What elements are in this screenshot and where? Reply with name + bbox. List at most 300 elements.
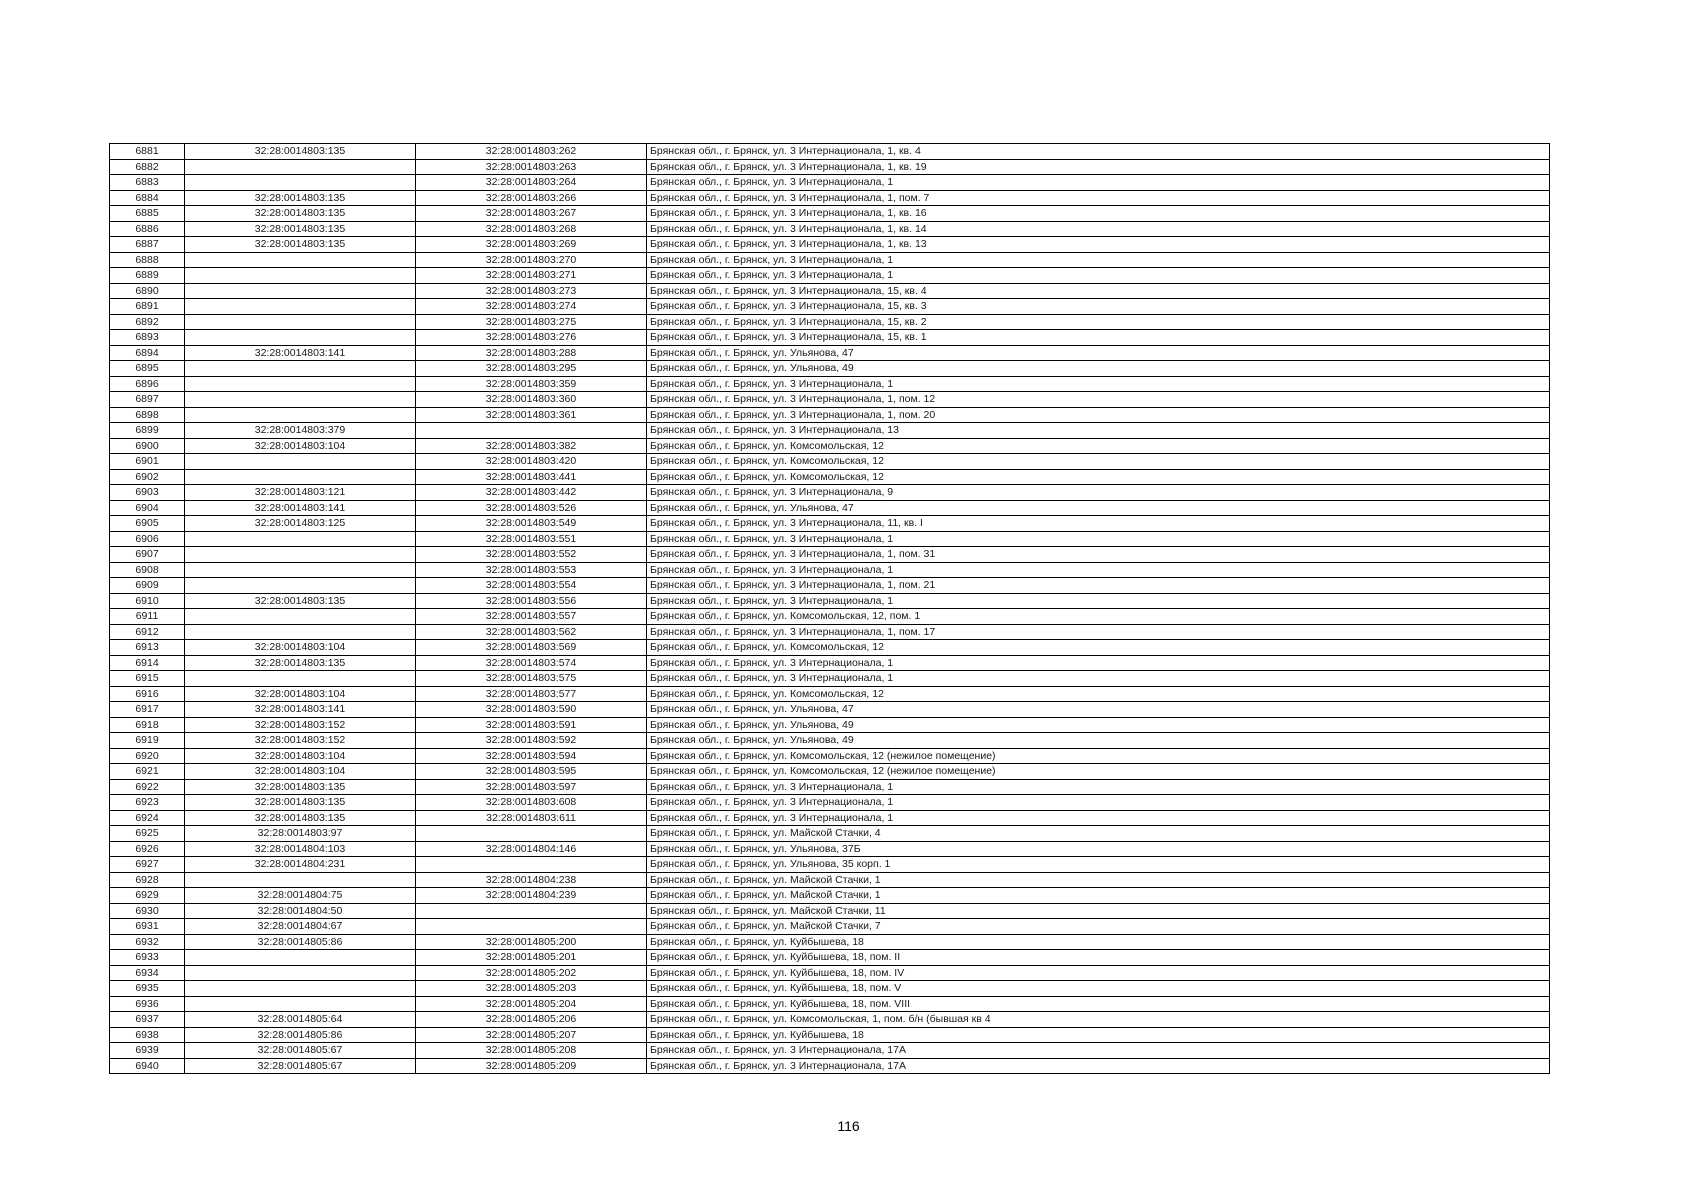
parent-cadastral-number-cell: 32:28:0014803:135 [185,190,416,206]
row-number-cell: 6894 [110,345,185,361]
parent-cadastral-number-cell [185,965,416,981]
address-cell: Брянская обл., г. Брянск, ул. Ульянова, 47 [647,702,1550,718]
table-row [110,950,1550,966]
parent-cadastral-number-cell: 32:28:0014805:67 [185,1058,416,1074]
cadastral-number-cell [416,919,647,935]
address-cell: Брянская обл., г. Брянск, ул. 3 Интернационала, 1, пом. 20 [647,407,1550,423]
address-cell: Брянская обл., г. Брянск, ул. Куйбышева, 18, пом. IV [647,965,1550,981]
address-cell: Брянская обл., г. Брянск, ул. Майской Стачки, 1 [647,872,1550,888]
parent-cadastral-number-cell [185,531,416,547]
parent-cadastral-number-cell [185,950,416,966]
cadastral-number-cell: 32:28:0014803:276 [416,330,647,346]
cadastral-number-cell: 32:28:0014803:275 [416,314,647,330]
table-row [110,609,1550,625]
cadastral-number-cell: 32:28:0014803:595 [416,764,647,780]
row-number-cell: 6899 [110,423,185,439]
table-row [110,702,1550,718]
address-cell: Брянская обл., г. Брянск, ул. 3 Интернационала, 13 [647,423,1550,439]
cadastral-number-cell: 32:28:0014803:551 [416,531,647,547]
row-number-cell: 6915 [110,671,185,687]
row-number-cell: 6882 [110,159,185,175]
row-number-cell: 6925 [110,826,185,842]
table-row [110,500,1550,516]
address-cell: Брянская обл., г. Брянск, ул. Комсомольская, 12 (нежилое помещение) [647,748,1550,764]
cadastral-number-cell: 32:28:0014803:262 [416,144,647,160]
row-number-cell: 6905 [110,516,185,532]
parent-cadastral-number-cell: 32:28:0014803:141 [185,702,416,718]
address-cell: Брянская обл., г. Брянск, ул. Майской Стачки, 11 [647,903,1550,919]
row-number-cell: 6897 [110,392,185,408]
parent-cadastral-number-cell [185,283,416,299]
table-row [110,330,1550,346]
row-number-cell: 6928 [110,872,185,888]
cadastral-number-cell: 32:28:0014803:577 [416,686,647,702]
cadastral-number-cell: 32:28:0014803:359 [416,376,647,392]
registry-table-body [110,144,1550,1074]
address-cell: Брянская обл., г. Брянск, ул. 3 Интернационала, 1 [647,175,1550,191]
row-number-cell: 6938 [110,1027,185,1043]
address-cell: Брянская обл., г. Брянск, ул. Комсомольская, 12 [647,454,1550,470]
row-number-cell: 6920 [110,748,185,764]
cadastral-number-cell: 32:28:0014803:382 [416,438,647,454]
table-row [110,1012,1550,1028]
table-row [110,423,1550,439]
address-cell: Брянская обл., г. Брянск, ул. 3 Интернационала, 1 [647,655,1550,671]
address-cell: Брянская обл., г. Брянск, ул. Куйбышева, 18, пом. V [647,981,1550,997]
row-number-cell: 6916 [110,686,185,702]
address-cell: Брянская обл., г. Брянск, ул. 3 Интернационала, 1, кв. 14 [647,221,1550,237]
table-row [110,903,1550,919]
table-row [110,717,1550,733]
table-row [110,795,1550,811]
parent-cadastral-number-cell: 32:28:0014803:135 [185,779,416,795]
parent-cadastral-number-cell: 32:28:0014803:104 [185,764,416,780]
table-row [110,252,1550,268]
row-number-cell: 6935 [110,981,185,997]
parent-cadastral-number-cell: 32:28:0014805:64 [185,1012,416,1028]
parent-cadastral-number-cell: 32:28:0014803:135 [185,237,416,253]
table-row [110,655,1550,671]
parent-cadastral-number-cell [185,609,416,625]
address-cell: Брянская обл., г. Брянск, ул. 3 Интернационала, 1, кв. 4 [647,144,1550,160]
parent-cadastral-number-cell [185,671,416,687]
cadastral-number-cell: 32:28:0014803:553 [416,562,647,578]
parent-cadastral-number-cell [185,624,416,640]
cadastral-number-cell: 32:28:0014803:608 [416,795,647,811]
cadastral-number-cell [416,857,647,873]
address-cell: Брянская обл., г. Брянск, ул. 3 Интернационала, 1 [647,531,1550,547]
table-row [110,283,1550,299]
address-cell: Брянская обл., г. Брянск, ул. Куйбышева, 18 [647,934,1550,950]
row-number-cell: 6926 [110,841,185,857]
cadastral-number-cell: 32:28:0014803:288 [416,345,647,361]
address-cell: Брянская обл., г. Брянск, ул. Куйбышева, 18 [647,1027,1550,1043]
address-cell: Брянская обл., г. Брянск, ул. Ульянова, 49 [647,733,1550,749]
parent-cadastral-number-cell: 32:28:0014803:135 [185,206,416,222]
row-number-cell: 6910 [110,593,185,609]
table-row [110,872,1550,888]
cadastral-number-cell: 32:28:0014803:594 [416,748,647,764]
address-cell: Брянская обл., г. Брянск, ул. 3 Интернационала, 1, пом. 21 [647,578,1550,594]
cadastral-number-cell: 32:28:0014803:266 [416,190,647,206]
row-number-cell: 6890 [110,283,185,299]
row-number-cell: 6929 [110,888,185,904]
table-row [110,748,1550,764]
address-cell: Брянская обл., г. Брянск, ул. 3 Интернационала, 1, пом. 7 [647,190,1550,206]
row-number-cell: 6892 [110,314,185,330]
table-row [110,159,1550,175]
table-row [110,237,1550,253]
row-number-cell: 6898 [110,407,185,423]
table-row [110,361,1550,377]
table-row [110,175,1550,191]
row-number-cell: 6913 [110,640,185,656]
address-cell: Брянская обл., г. Брянск, ул. 3 Интернационала, 17А [647,1043,1550,1059]
table-row [110,407,1550,423]
address-cell: Брянская обл., г. Брянск, ул. 3 Интернационала, 1 [647,795,1550,811]
parent-cadastral-number-cell: 32:28:0014803:97 [185,826,416,842]
address-cell: Брянская обл., г. Брянск, ул. Ульянова, 49 [647,717,1550,733]
cadastral-number-cell: 32:28:0014803:611 [416,810,647,826]
row-number-cell: 6909 [110,578,185,594]
cadastral-number-cell: 32:28:0014803:420 [416,454,647,470]
registry-table [109,143,1550,1074]
address-cell: Брянская обл., г. Брянск, ул. 3 Интернационала, 9 [647,485,1550,501]
address-cell: Брянская обл., г. Брянск, ул. Комсомольская, 1, пом. б/н (бывшая кв 4 [647,1012,1550,1028]
cadastral-number-cell: 32:28:0014803:274 [416,299,647,315]
cadastral-number-cell: 32:28:0014805:202 [416,965,647,981]
address-cell: Брянская обл., г. Брянск, ул. 3 Интернационала, 15, кв. 1 [647,330,1550,346]
cadastral-number-cell: 32:28:0014803:295 [416,361,647,377]
table-row [110,1043,1550,1059]
row-number-cell: 6914 [110,655,185,671]
table-row [110,299,1550,315]
address-cell: Брянская обл., г. Брянск, ул. 3 Интернационала, 1 [647,671,1550,687]
row-number-cell: 6917 [110,702,185,718]
cadastral-number-cell: 32:28:0014803:562 [416,624,647,640]
address-cell: Брянская обл., г. Брянск, ул. 3 Интернационала, 15, кв. 4 [647,283,1550,299]
row-number-cell: 6891 [110,299,185,315]
row-number-cell: 6884 [110,190,185,206]
row-number-cell: 6903 [110,485,185,501]
row-number-cell: 6900 [110,438,185,454]
row-number-cell: 6887 [110,237,185,253]
parent-cadastral-number-cell: 32:28:0014805:67 [185,1043,416,1059]
cadastral-number-cell [416,826,647,842]
row-number-cell: 6940 [110,1058,185,1074]
row-number-cell: 6924 [110,810,185,826]
row-number-cell: 6936 [110,996,185,1012]
row-number-cell: 6883 [110,175,185,191]
cadastral-number-cell: 32:28:0014803:552 [416,547,647,563]
row-number-cell: 6933 [110,950,185,966]
table-row [110,1058,1550,1074]
address-cell: Брянская обл., г. Брянск, ул. 3 Интернационала, 1 [647,593,1550,609]
cadastral-number-cell: 32:28:0014805:206 [416,1012,647,1028]
cadastral-number-cell: 32:28:0014803:441 [416,469,647,485]
address-cell: Брянская обл., г. Брянск, ул. Куйбышева, 18, пом. II [647,950,1550,966]
parent-cadastral-number-cell [185,469,416,485]
row-number-cell: 6937 [110,1012,185,1028]
table-row [110,392,1550,408]
parent-cadastral-number-cell: 32:28:0014803:135 [185,593,416,609]
row-number-cell: 6919 [110,733,185,749]
address-cell: Брянская обл., г. Брянск, ул. 3 Интернационала, 1, кв. 16 [647,206,1550,222]
table-row [110,996,1550,1012]
address-cell: Брянская обл., г. Брянск, ул. 3 Интернационала, 15, кв. 2 [647,314,1550,330]
table-row [110,531,1550,547]
cadastral-number-cell: 32:28:0014803:361 [416,407,647,423]
parent-cadastral-number-cell: 32:28:0014803:141 [185,345,416,361]
parent-cadastral-number-cell [185,392,416,408]
parent-cadastral-number-cell [185,361,416,377]
parent-cadastral-number-cell [185,547,416,563]
table-row [110,376,1550,392]
table-row [110,764,1550,780]
address-cell: Брянская обл., г. Брянск, ул. Майской Стачки, 7 [647,919,1550,935]
parent-cadastral-number-cell: 32:28:0014803:379 [185,423,416,439]
parent-cadastral-number-cell: 32:28:0014803:135 [185,810,416,826]
row-number-cell: 6921 [110,764,185,780]
table-row [110,888,1550,904]
row-number-cell: 6930 [110,903,185,919]
address-cell: Брянская обл., г. Брянск, ул. 3 Интернационала, 1 [647,252,1550,268]
table-row [110,268,1550,284]
table-row [110,779,1550,795]
parent-cadastral-number-cell: 32:28:0014805:86 [185,1027,416,1043]
table-row [110,981,1550,997]
parent-cadastral-number-cell [185,252,416,268]
row-number-cell: 6885 [110,206,185,222]
row-number-cell: 6939 [110,1043,185,1059]
table-row [110,1027,1550,1043]
table-row [110,454,1550,470]
row-number-cell: 6911 [110,609,185,625]
parent-cadastral-number-cell [185,981,416,997]
row-number-cell: 6881 [110,144,185,160]
cadastral-number-cell: 32:28:0014803:271 [416,268,647,284]
row-number-cell: 6923 [110,795,185,811]
cadastral-number-cell: 32:28:0014803:554 [416,578,647,594]
table-row [110,640,1550,656]
table-row [110,345,1550,361]
table-row [110,857,1550,873]
parent-cadastral-number-cell: 32:28:0014803:104 [185,640,416,656]
address-cell: Брянская обл., г. Брянск, ул. Комсомольская, 12 (нежилое помещение) [647,764,1550,780]
cadastral-number-cell: 32:28:0014803:269 [416,237,647,253]
parent-cadastral-number-cell: 32:28:0014803:135 [185,144,416,160]
cadastral-number-cell: 32:28:0014803:590 [416,702,647,718]
parent-cadastral-number-cell: 32:28:0014805:86 [185,934,416,950]
address-cell: Брянская обл., г. Брянск, ул. 3 Интернационала, 1 [647,376,1550,392]
parent-cadastral-number-cell [185,376,416,392]
row-number-cell: 6934 [110,965,185,981]
address-cell: Брянская обл., г. Брянск, ул. Майской Стачки, 1 [647,888,1550,904]
parent-cadastral-number-cell: 32:28:0014803:104 [185,438,416,454]
table-row [110,934,1550,950]
parent-cadastral-number-cell: 32:28:0014803:125 [185,516,416,532]
table-row [110,144,1550,160]
address-cell: Брянская обл., г. Брянск, ул. Ульянова, 37Б [647,841,1550,857]
row-number-cell: 6904 [110,500,185,516]
cadastral-number-cell: 32:28:0014803:270 [416,252,647,268]
table-row [110,485,1550,501]
row-number-cell: 6918 [110,717,185,733]
parent-cadastral-number-cell [185,578,416,594]
cadastral-number-cell [416,903,647,919]
table-row [110,841,1550,857]
parent-cadastral-number-cell: 32:28:0014803:152 [185,733,416,749]
parent-cadastral-number-cell [185,872,416,888]
address-cell: Брянская обл., г. Брянск, ул. 3 Интернационала, 1 [647,268,1550,284]
row-number-cell: 6886 [110,221,185,237]
cadastral-number-cell: 32:28:0014805:208 [416,1043,647,1059]
row-number-cell: 6895 [110,361,185,377]
parent-cadastral-number-cell [185,299,416,315]
row-number-cell: 6902 [110,469,185,485]
table-row [110,686,1550,702]
cadastral-number-cell: 32:28:0014804:146 [416,841,647,857]
parent-cadastral-number-cell: 32:28:0014803:135 [185,221,416,237]
table-row [110,733,1550,749]
cadastral-number-cell: 32:28:0014804:239 [416,888,647,904]
address-cell: Брянская обл., г. Брянск, ул. 3 Интернационала, 1, кв. 13 [647,237,1550,253]
cadastral-number-cell: 32:28:0014803:574 [416,655,647,671]
table-row [110,919,1550,935]
parent-cadastral-number-cell: 32:28:0014803:135 [185,795,416,811]
table-row [110,516,1550,532]
parent-cadastral-number-cell [185,407,416,423]
cadastral-number-cell: 32:28:0014805:204 [416,996,647,1012]
parent-cadastral-number-cell: 32:28:0014803:104 [185,686,416,702]
row-number-cell: 6932 [110,934,185,950]
address-cell: Брянская обл., г. Брянск, ул. 3 Интернационала, 1 [647,810,1550,826]
cadastral-number-cell [416,423,647,439]
table-row [110,469,1550,485]
row-number-cell: 6908 [110,562,185,578]
cadastral-number-cell: 32:28:0014803:360 [416,392,647,408]
address-cell: Брянская обл., г. Брянск, ул. 3 Интернационала, 1, кв. 19 [647,159,1550,175]
table-row [110,810,1550,826]
address-cell: Брянская обл., г. Брянск, ул. 3 Интернационала, 1 [647,779,1550,795]
address-cell: Брянская обл., г. Брянск, ул. Комсомольская, 12 [647,640,1550,656]
row-number-cell: 6906 [110,531,185,547]
address-cell: Брянская обл., г. Брянск, ул. 3 Интернационала, 1 [647,562,1550,578]
cadastral-number-cell: 32:28:0014803:575 [416,671,647,687]
cadastral-number-cell: 32:28:0014803:263 [416,159,647,175]
row-number-cell: 6888 [110,252,185,268]
cadastral-number-cell: 32:28:0014803:549 [416,516,647,532]
parent-cadastral-number-cell [185,996,416,1012]
cadastral-number-cell: 32:28:0014805:209 [416,1058,647,1074]
cadastral-number-cell: 32:28:0014803:556 [416,593,647,609]
address-cell: Брянская обл., г. Брянск, ул. 3 Интернационала, 1, пом. 17 [647,624,1550,640]
cadastral-number-cell: 32:28:0014803:569 [416,640,647,656]
table-row [110,671,1550,687]
parent-cadastral-number-cell: 32:28:0014803:135 [185,655,416,671]
table-row [110,562,1550,578]
row-number-cell: 6927 [110,857,185,873]
row-number-cell: 6907 [110,547,185,563]
address-cell: Брянская обл., г. Брянск, ул. Комсомольская, 12 [647,686,1550,702]
cadastral-number-cell: 32:28:0014803:597 [416,779,647,795]
table-row [110,965,1550,981]
parent-cadastral-number-cell [185,562,416,578]
address-cell: Брянская обл., г. Брянск, ул. Ульянова, 35 корп. 1 [647,857,1550,873]
row-number-cell: 6893 [110,330,185,346]
address-cell: Брянская обл., г. Брянск, ул. Комсомольская, 12, пом. 1 [647,609,1550,625]
cadastral-number-cell: 32:28:0014803:526 [416,500,647,516]
table-row [110,314,1550,330]
parent-cadastral-number-cell: 32:28:0014803:152 [185,717,416,733]
cadastral-number-cell: 32:28:0014803:264 [416,175,647,191]
cadastral-number-cell: 32:28:0014804:238 [416,872,647,888]
parent-cadastral-number-cell: 32:28:0014803:141 [185,500,416,516]
cadastral-number-cell: 32:28:0014805:203 [416,981,647,997]
address-cell: Брянская обл., г. Брянск, ул. Ульянова, 47 [647,345,1550,361]
address-cell: Брянская обл., г. Брянск, ул. Ульянова, 49 [647,361,1550,377]
row-number-cell: 6901 [110,454,185,470]
row-number-cell: 6896 [110,376,185,392]
table-row [110,190,1550,206]
table-row [110,221,1550,237]
parent-cadastral-number-cell [185,159,416,175]
table-row [110,206,1550,222]
cadastral-number-cell: 32:28:0014803:273 [416,283,647,299]
table-row [110,578,1550,594]
cadastral-number-cell: 32:28:0014805:207 [416,1027,647,1043]
parent-cadastral-number-cell [185,175,416,191]
page-number: 116 [837,1118,860,1134]
parent-cadastral-number-cell [185,268,416,284]
parent-cadastral-number-cell: 32:28:0014803:121 [185,485,416,501]
parent-cadastral-number-cell: 32:28:0014803:104 [185,748,416,764]
address-cell: Брянская обл., г. Брянск, ул. Майской Стачки, 4 [647,826,1550,842]
address-cell: Брянская обл., г. Брянск, ул. 3 Интернационала, 1, пом. 31 [647,547,1550,563]
cadastral-number-cell: 32:28:0014803:268 [416,221,647,237]
cadastral-number-cell: 32:28:0014805:200 [416,934,647,950]
address-cell: Брянская обл., г. Брянск, ул. 3 Интернационала, 15, кв. 3 [647,299,1550,315]
cadastral-number-cell: 32:28:0014803:442 [416,485,647,501]
parent-cadastral-number-cell [185,454,416,470]
parent-cadastral-number-cell: 32:28:0014804:103 [185,841,416,857]
row-number-cell: 6889 [110,268,185,284]
table-row [110,826,1550,842]
cadastral-number-cell: 32:28:0014805:201 [416,950,647,966]
address-cell: Брянская обл., г. Брянск, ул. 3 Интернационала, 11, кв. I [647,516,1550,532]
parent-cadastral-number-cell: 32:28:0014804:67 [185,919,416,935]
address-cell: Брянская обл., г. Брянск, ул. 3 Интернационала, 1, пом. 12 [647,392,1550,408]
address-cell: Брянская обл., г. Брянск, ул. Ульянова, 47 [647,500,1550,516]
parent-cadastral-number-cell [185,314,416,330]
table-row [110,624,1550,640]
row-number-cell: 6922 [110,779,185,795]
address-cell: Брянская обл., г. Брянск, ул. Комсомольская, 12 [647,438,1550,454]
parent-cadastral-number-cell: 32:28:0014804:231 [185,857,416,873]
cadastral-number-cell: 32:28:0014803:557 [416,609,647,625]
address-cell: Брянская обл., г. Брянск, ул. Куйбышева, 18, пом. VIII [647,996,1550,1012]
row-number-cell: 6931 [110,919,185,935]
table-row [110,547,1550,563]
table-row [110,593,1550,609]
cadastral-number-cell: 32:28:0014803:592 [416,733,647,749]
address-cell: Брянская обл., г. Брянск, ул. 3 Интернационала, 17А [647,1058,1550,1074]
cadastral-number-cell: 32:28:0014803:591 [416,717,647,733]
parent-cadastral-number-cell: 32:28:0014804:75 [185,888,416,904]
cadastral-number-cell: 32:28:0014803:267 [416,206,647,222]
parent-cadastral-number-cell: 32:28:0014804:50 [185,903,416,919]
parent-cadastral-number-cell [185,330,416,346]
